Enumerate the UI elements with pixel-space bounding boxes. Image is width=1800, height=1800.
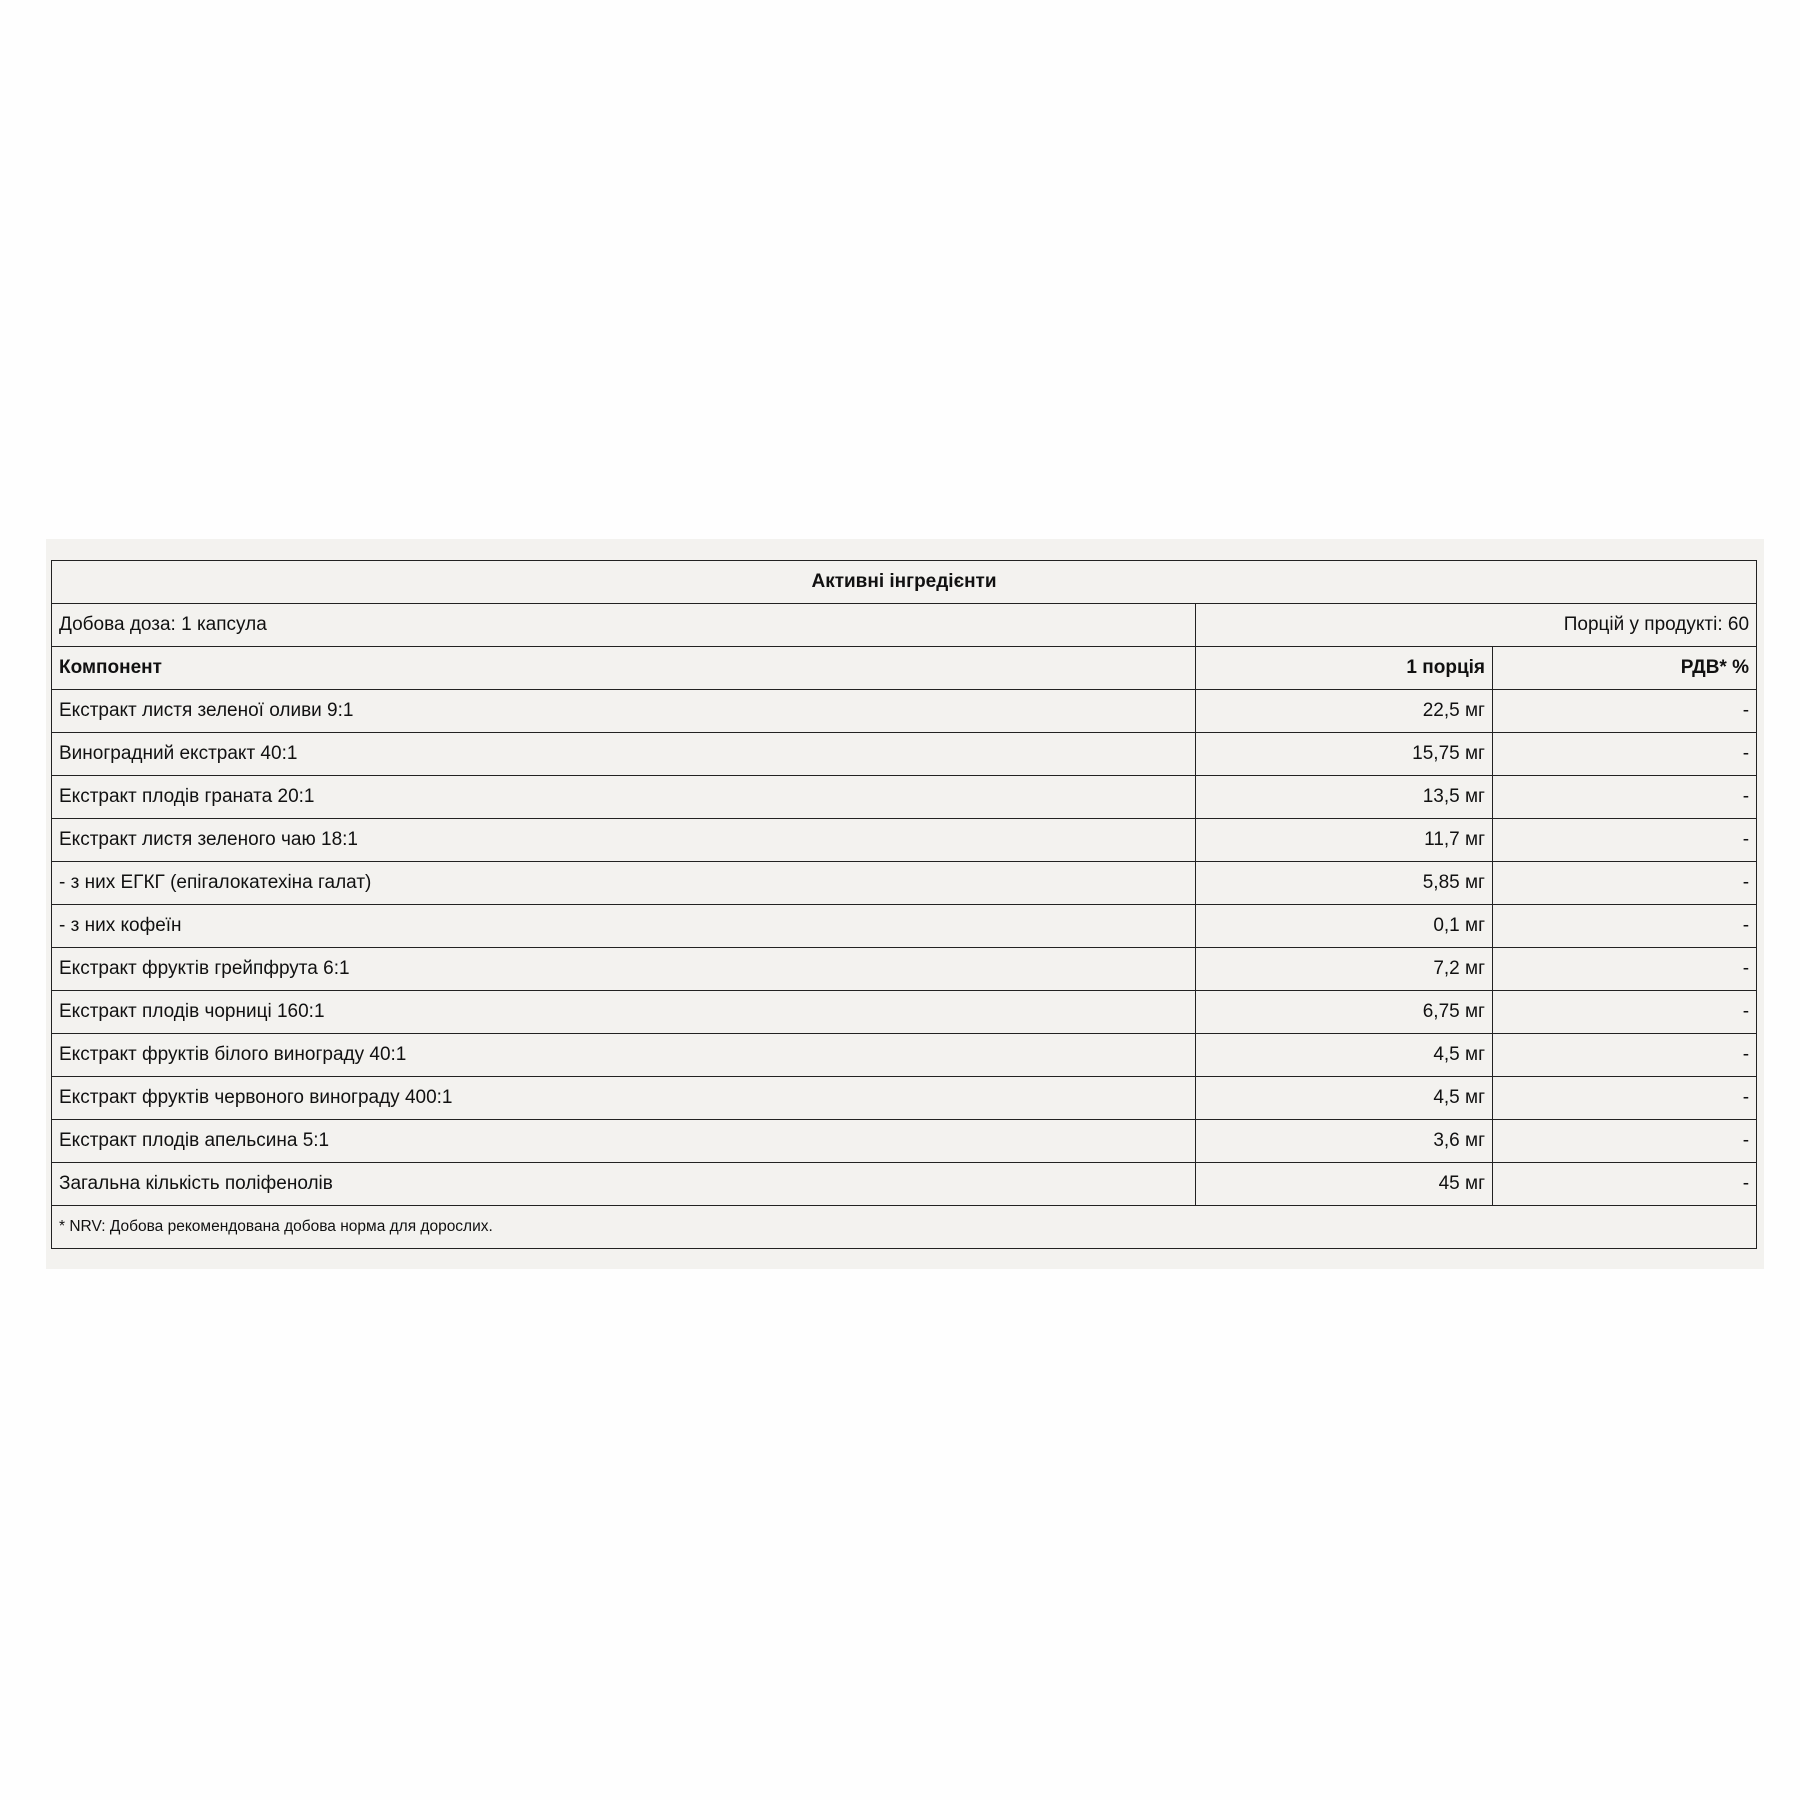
ingredient-nrv: - (1493, 733, 1757, 776)
table-row (52, 1163, 1757, 1206)
ingredient-amount: 4,5 мг (1196, 1077, 1493, 1120)
ingredient-name: Екстракт плодів апельсина 5:1 (52, 1120, 1196, 1163)
table-row (52, 776, 1757, 819)
ingredients-panel (46, 539, 1764, 1269)
table-row (52, 948, 1757, 991)
ingredient-nrv: - (1493, 991, 1757, 1034)
ingredient-amount: 5,85 мг (1196, 862, 1493, 905)
table-row (52, 991, 1757, 1034)
table-title: Активні інгредієнти (52, 561, 1757, 604)
ingredient-name: - з них ЕГКГ (епігалокатехіна галат) (52, 862, 1196, 905)
table-row (52, 862, 1757, 905)
ingredient-nrv: - (1493, 1120, 1757, 1163)
ingredient-name: Екстракт плодів граната 20:1 (52, 776, 1196, 819)
daily-dose: Добова доза: 1 капсула (52, 604, 1196, 647)
ingredient-amount: 7,2 мг (1196, 948, 1493, 991)
ingredient-name: Екстракт фруктів грейпфрута 6:1 (52, 948, 1196, 991)
ingredients-table (51, 560, 1757, 1249)
ingredient-name: Виноградний екстракт 40:1 (52, 733, 1196, 776)
ingredient-nrv: - (1493, 1034, 1757, 1077)
table-row (52, 905, 1757, 948)
ingredient-amount: 15,75 мг (1196, 733, 1493, 776)
ingredient-amount: 13,5 мг (1196, 776, 1493, 819)
table-row (52, 690, 1757, 733)
title-row (52, 561, 1757, 604)
table-row (52, 1034, 1757, 1077)
footnote-row (52, 1206, 1757, 1249)
ingredient-name: Екстракт листя зеленого чаю 18:1 (52, 819, 1196, 862)
ingredient-nrv: - (1493, 948, 1757, 991)
ingredient-amount: 3,6 мг (1196, 1120, 1493, 1163)
ingredient-name: Екстракт фруктів білого винограду 40:1 (52, 1034, 1196, 1077)
ingredient-name: - з них кофеїн (52, 905, 1196, 948)
ingredient-name: Екстракт фруктів червоного винограду 400:1 (52, 1077, 1196, 1120)
table-row (52, 1120, 1757, 1163)
ingredient-name: Екстракт листя зеленої оливи 9:1 (52, 690, 1196, 733)
ingredient-amount: 11,7 мг (1196, 819, 1493, 862)
ingredient-amount: 6,75 мг (1196, 991, 1493, 1034)
ingredient-nrv: - (1493, 862, 1757, 905)
ingredient-amount: 4,5 мг (1196, 1034, 1493, 1077)
servings-per-container: Порцій у продукті: 60 (1196, 604, 1757, 647)
table-row (52, 733, 1757, 776)
ingredient-amount: 22,5 мг (1196, 690, 1493, 733)
nrv-footnote: * NRV: Добова рекомендована добова норма для дорослих. (52, 1206, 1757, 1249)
ingredient-name: Екстракт плодів чорниці 160:1 (52, 991, 1196, 1034)
dose-row (52, 604, 1757, 647)
ingredient-nrv: - (1493, 819, 1757, 862)
ingredient-nrv: - (1493, 1163, 1757, 1206)
ingredient-nrv: - (1493, 905, 1757, 948)
table-row (52, 819, 1757, 862)
header-component: Компонент (52, 647, 1196, 690)
header-per-serving: 1 порція (1196, 647, 1493, 690)
ingredient-nrv: - (1493, 776, 1757, 819)
ingredient-nrv: - (1493, 1077, 1757, 1120)
ingredient-name: Загальна кількість поліфенолів (52, 1163, 1196, 1206)
ingredient-amount: 45 мг (1196, 1163, 1493, 1206)
table-row (52, 1077, 1757, 1120)
header-row (52, 647, 1757, 690)
header-nrv: РДВ* % (1493, 647, 1757, 690)
ingredient-amount: 0,1 мг (1196, 905, 1493, 948)
ingredient-nrv: - (1493, 690, 1757, 733)
